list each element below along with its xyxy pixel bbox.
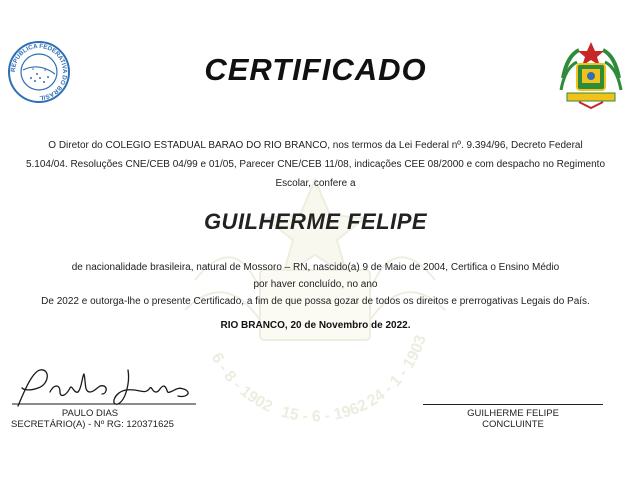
watermark-date-center: 15 - 6 - 1962 — [279, 396, 371, 426]
right-signature-line — [423, 404, 603, 405]
svg-text:15 - 6 - 1962 — [279, 397, 370, 426]
seal-ring-text: REPÚBLICA FEDERATIVA DO BRASIL — [9, 42, 69, 102]
issue-date: RIO BRANCO, 20 de Novembro de 2022. — [220, 320, 411, 331]
body-line-2: por haver concluído, no ano — [253, 279, 378, 290]
svg-text:6 - 8 - 1902 — [208, 350, 275, 415]
handwritten-signature-icon — [10, 362, 200, 414]
intro-line-1: O Diretor do COLEGIO ESTADUAL BARAO DO RIO BRANCO, nos termos da Lei Federal nº. 9.394/96, Decreto Federal — [48, 140, 583, 151]
student-name: GUILHERME FELIPE — [203, 209, 428, 234]
left-signer-name: PAULO DIAS — [61, 408, 119, 419]
right-signer-name: GUILHERME FELIPE — [467, 408, 559, 419]
svg-text:24 - 1 - 1903 — [364, 333, 429, 410]
intro-line-3: Escolar, confere a — [275, 178, 356, 189]
certificate-title: CERTIFICADO — [204, 52, 427, 87]
right-signer-role: CONCLUINTE — [482, 419, 544, 430]
intro-line-2: 5.104/04. Resoluções CNE/CEB 04/99 e 01/05, Parecer CNE/CEB 11/08, indicações CEE 08/2000 e com despacho no Regimento — [25, 159, 606, 170]
watermark-date-left: 6 - 8 - 1902 — [207, 350, 275, 416]
body-line-1: de nacionalidade brasileira, natural de Mossoro – RN, nascido(a) 9 de Maio de 2004, Certifica o Ensino Médio — [71, 262, 560, 273]
body-line-3: De 2022 e outorga-lhe o presente Certificado, a fim de que possa gozar de todos os direitos e prerrogativas Legais do País. — [41, 296, 590, 307]
left-signer-role: SECRETÁRIO(A) - Nº RG: 120371625 — [11, 419, 174, 430]
watermark-date-right: 24 - 1 - 1903 — [364, 333, 430, 411]
